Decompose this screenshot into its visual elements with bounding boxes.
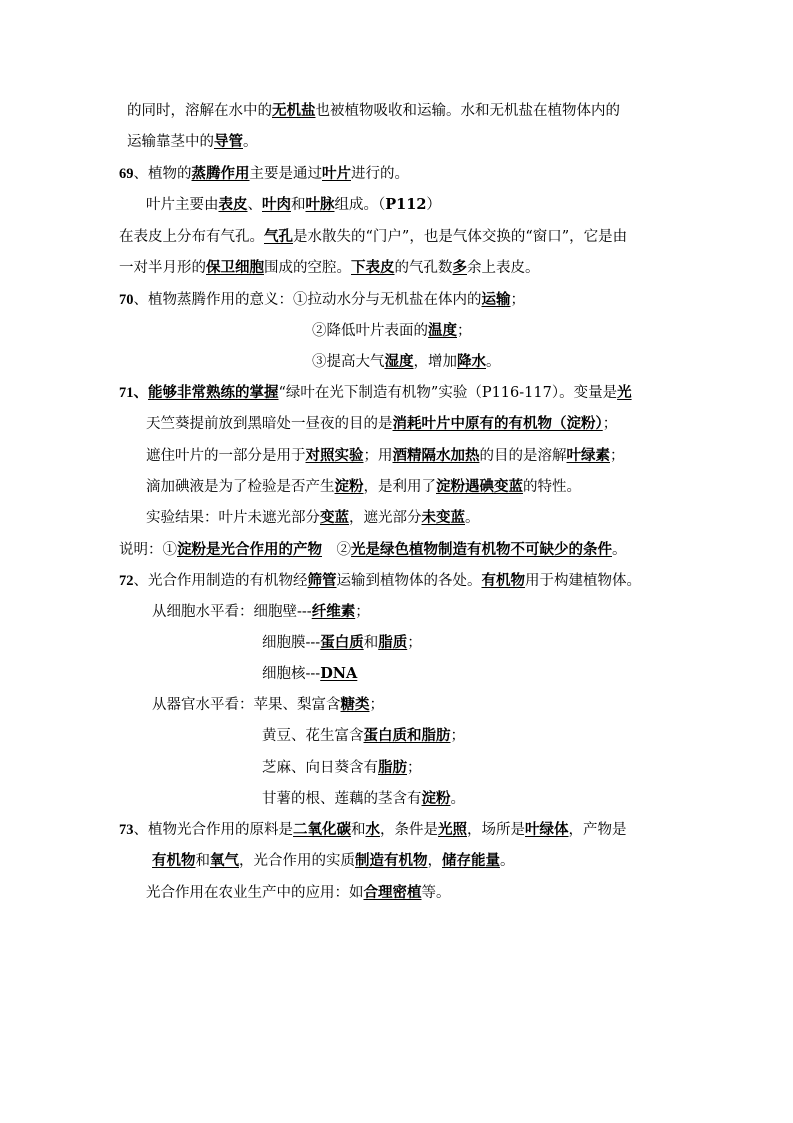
text-line bbox=[312, 321, 472, 341]
key-term: 对照实验 bbox=[305, 447, 364, 464]
text-segment: 71 bbox=[119, 385, 134, 401]
key-term: 湿度 bbox=[384, 353, 414, 370]
key-term: 光是绿色植物制造有机物不可缺少的条件 bbox=[351, 541, 612, 558]
text-segment: 70 bbox=[119, 292, 134, 308]
text-segment: 、 bbox=[247, 197, 262, 213]
text-line bbox=[119, 571, 641, 591]
text-segment: 和 bbox=[195, 853, 210, 869]
text-segment: 运输靠茎中的 bbox=[127, 134, 214, 150]
text-segment: ，光合作用的实质 bbox=[239, 853, 355, 869]
text-segment: 从细胞水平看：细胞壁--- bbox=[152, 604, 312, 620]
text-segment: ； bbox=[355, 604, 370, 620]
key-term: 多 bbox=[452, 259, 467, 276]
text-line bbox=[119, 383, 632, 403]
text-segment: 的同时，溶解在水中的 bbox=[127, 103, 272, 119]
text-segment: ； bbox=[602, 416, 618, 432]
text-segment: 进行的。 bbox=[351, 166, 409, 182]
key-term: 光 bbox=[617, 384, 632, 401]
text-segment: ） bbox=[426, 197, 441, 213]
key-term: 纤维素 bbox=[311, 603, 356, 620]
key-term: 气孔 bbox=[264, 228, 293, 245]
text-segment: ； bbox=[510, 292, 525, 308]
key-term: 未变蓝 bbox=[421, 509, 465, 526]
text-segment: 组成。（ bbox=[334, 197, 386, 213]
text-segment: ； bbox=[610, 448, 625, 464]
text-segment: 实验结果：叶片未遮光部分 bbox=[146, 510, 320, 526]
key-term: 保卫细胞 bbox=[206, 259, 264, 276]
text-segment: 余上表皮。 bbox=[467, 260, 540, 276]
text-segment: ，产物是 bbox=[568, 822, 627, 838]
text-segment: 细胞膜--- bbox=[262, 635, 321, 651]
key-term: 二氧化碳 bbox=[293, 821, 351, 838]
key-term: DNA bbox=[320, 665, 358, 682]
text-segment: 围成的空腔。 bbox=[264, 260, 351, 276]
text-segment: 的特性。 bbox=[523, 479, 581, 495]
text-line bbox=[127, 132, 258, 152]
text-segment: 从器官水平看：苹果、梨富含 bbox=[152, 697, 341, 713]
text-segment: 、植物光合作用的原料是 bbox=[133, 822, 293, 838]
text-segment: 和 bbox=[291, 197, 306, 213]
text-segment: 、植物的 bbox=[133, 166, 192, 182]
text-segment: 和 bbox=[363, 635, 379, 651]
text-line bbox=[119, 820, 627, 840]
text-line bbox=[127, 101, 620, 121]
text-segment: 。 bbox=[450, 791, 465, 807]
text-segment: ，场所是 bbox=[467, 822, 525, 838]
key-term: 变蓝 bbox=[320, 509, 349, 526]
key-term: 光照 bbox=[438, 821, 467, 838]
text-segment: 在表皮上分布有气孔。 bbox=[119, 229, 264, 245]
text-line bbox=[146, 883, 451, 903]
key-term: 无机盐 bbox=[272, 102, 316, 119]
text-segment: 等。 bbox=[421, 885, 451, 901]
text-segment: 的目的是溶解 bbox=[479, 448, 567, 464]
key-term: 蛋白质和脂肪 bbox=[363, 727, 451, 744]
text-segment: 72 bbox=[119, 573, 134, 589]
key-term: 叶绿体 bbox=[525, 821, 569, 838]
text-segment: 、光合作用制造的有机物经 bbox=[133, 573, 308, 589]
key-term: 叶绿素 bbox=[566, 447, 610, 464]
text-segment: ，遮光部分 bbox=[349, 510, 422, 526]
text-segment: ； bbox=[457, 323, 472, 339]
text-line bbox=[119, 227, 627, 247]
text-segment: 。 bbox=[486, 354, 501, 370]
text-segment: 细胞核--- bbox=[262, 666, 321, 682]
key-term: 叶脉 bbox=[305, 196, 335, 213]
text-segment: 主要是通过 bbox=[249, 166, 322, 182]
text-segment: 天竺葵提前放到黑暗处一昼夜的目的是 bbox=[146, 416, 393, 432]
text-line bbox=[152, 851, 515, 871]
key-term: 表皮 bbox=[218, 196, 248, 213]
key-term: 能够非常熟练的掌握 bbox=[148, 384, 279, 401]
text-segment: 、植物蒸腾作用的意义：①拉动水分与无机盐在体内的 bbox=[133, 292, 482, 308]
text-line bbox=[119, 164, 409, 184]
text-line bbox=[152, 695, 384, 715]
text-segment: 的气孔数 bbox=[394, 260, 453, 276]
key-term: 淀粉 bbox=[334, 478, 364, 495]
text-segment: 芝麻、向日葵含有 bbox=[262, 760, 378, 776]
key-term: 运输 bbox=[481, 291, 511, 308]
text-segment: ， bbox=[427, 853, 442, 869]
text-line bbox=[119, 290, 525, 310]
text-segment: 甘薯的根、莲藕的茎含有 bbox=[262, 791, 422, 807]
key-term: 脂肪 bbox=[378, 759, 407, 776]
key-term: 温度 bbox=[428, 322, 457, 339]
text-segment: 是水散失的“门户”，也是气体交换的“窗口”，它是由 bbox=[293, 229, 628, 245]
text-segment: 用于构建植物体。 bbox=[525, 573, 641, 589]
text-segment: 。 bbox=[243, 134, 258, 150]
key-term: 蛋白质 bbox=[320, 634, 364, 651]
text-segment: ② bbox=[322, 542, 351, 558]
text-segment: 。 bbox=[612, 542, 627, 558]
text-segment: 一对半月形的 bbox=[119, 260, 206, 276]
key-term: 叶肉 bbox=[262, 196, 291, 213]
text-line bbox=[262, 633, 422, 653]
text-line bbox=[119, 540, 627, 560]
text-segment: 滴加碘液是为了检验是否产生 bbox=[146, 479, 335, 495]
key-term: 下表皮 bbox=[351, 259, 395, 276]
key-term: 合理密植 bbox=[363, 884, 422, 901]
text-segment: 73 bbox=[119, 822, 134, 838]
key-term: 糖类 bbox=[340, 696, 370, 713]
text-segment: 运输到植物体的各处。 bbox=[336, 573, 482, 589]
text-segment: 也被植物吸收和运输。水和无机盐在植物体内的 bbox=[315, 103, 620, 119]
text-line bbox=[146, 446, 625, 466]
text-segment: ① bbox=[162, 542, 177, 558]
key-term: 水 bbox=[365, 821, 380, 838]
text-line bbox=[262, 664, 357, 684]
key-term: 淀粉是光合作用的产物 bbox=[177, 541, 322, 558]
text-segment: ，条件是 bbox=[380, 822, 438, 838]
key-term: 淀粉 bbox=[421, 790, 451, 807]
text-line bbox=[152, 602, 370, 622]
text-segment: 。 bbox=[465, 510, 480, 526]
text-line bbox=[119, 258, 540, 278]
text-segment: 和 bbox=[351, 822, 366, 838]
text-segment: 遮住叶片的一部分是用于 bbox=[146, 448, 306, 464]
key-term: 蒸腾作用 bbox=[191, 165, 250, 182]
text-segment: 。 bbox=[500, 853, 515, 869]
key-term: 叶片 bbox=[322, 165, 351, 182]
text-segment: 69 bbox=[119, 166, 134, 182]
text-segment: 光合作用在农业生产中的应用：如 bbox=[146, 885, 364, 901]
text-segment: ，是利用了 bbox=[363, 479, 436, 495]
text-segment: 说明： bbox=[119, 542, 163, 558]
key-term: 储存能量 bbox=[442, 852, 500, 869]
key-term: 导管 bbox=[214, 133, 243, 150]
text-segment: ②降低叶片表面的 bbox=[312, 323, 428, 339]
text-segment: “绿叶在光下制造有机物”实验（P116-117）。变量是 bbox=[278, 385, 618, 401]
text-segment: ； bbox=[369, 697, 384, 713]
text-segment: ，增加 bbox=[413, 354, 457, 370]
text-segment: P112 bbox=[385, 196, 427, 213]
key-term: 有机物 bbox=[481, 572, 525, 589]
key-term: 淀粉遇碘变蓝 bbox=[436, 478, 523, 495]
key-term: 有机物 bbox=[152, 852, 196, 869]
text-line bbox=[262, 726, 465, 746]
text-line bbox=[146, 477, 581, 497]
key-term: 酒精隔水加热 bbox=[392, 447, 480, 464]
key-term: 筛管 bbox=[307, 572, 337, 589]
text-segment: ；用 bbox=[363, 448, 393, 464]
text-line bbox=[262, 789, 465, 809]
text-segment: ③提高大气 bbox=[312, 354, 385, 370]
text-line bbox=[146, 414, 617, 434]
text-segment: ； bbox=[450, 728, 465, 744]
key-term: 消耗叶片中原有的有机物（淀粉） bbox=[392, 415, 603, 432]
text-line bbox=[146, 195, 441, 215]
key-term: 制造有机物 bbox=[355, 852, 428, 869]
key-term: 氧气 bbox=[210, 852, 239, 869]
text-line bbox=[262, 758, 422, 778]
text-segment: ； bbox=[407, 635, 422, 651]
text-segment: 叶片主要由 bbox=[146, 197, 219, 213]
text-line bbox=[312, 352, 501, 372]
text-line bbox=[146, 508, 480, 528]
key-term: 脂质 bbox=[378, 634, 408, 651]
text-segment: 、 bbox=[133, 384, 148, 401]
text-segment: 黄豆、花生富含 bbox=[262, 728, 364, 744]
text-segment: ； bbox=[407, 760, 422, 776]
key-term: 降水 bbox=[457, 353, 486, 370]
